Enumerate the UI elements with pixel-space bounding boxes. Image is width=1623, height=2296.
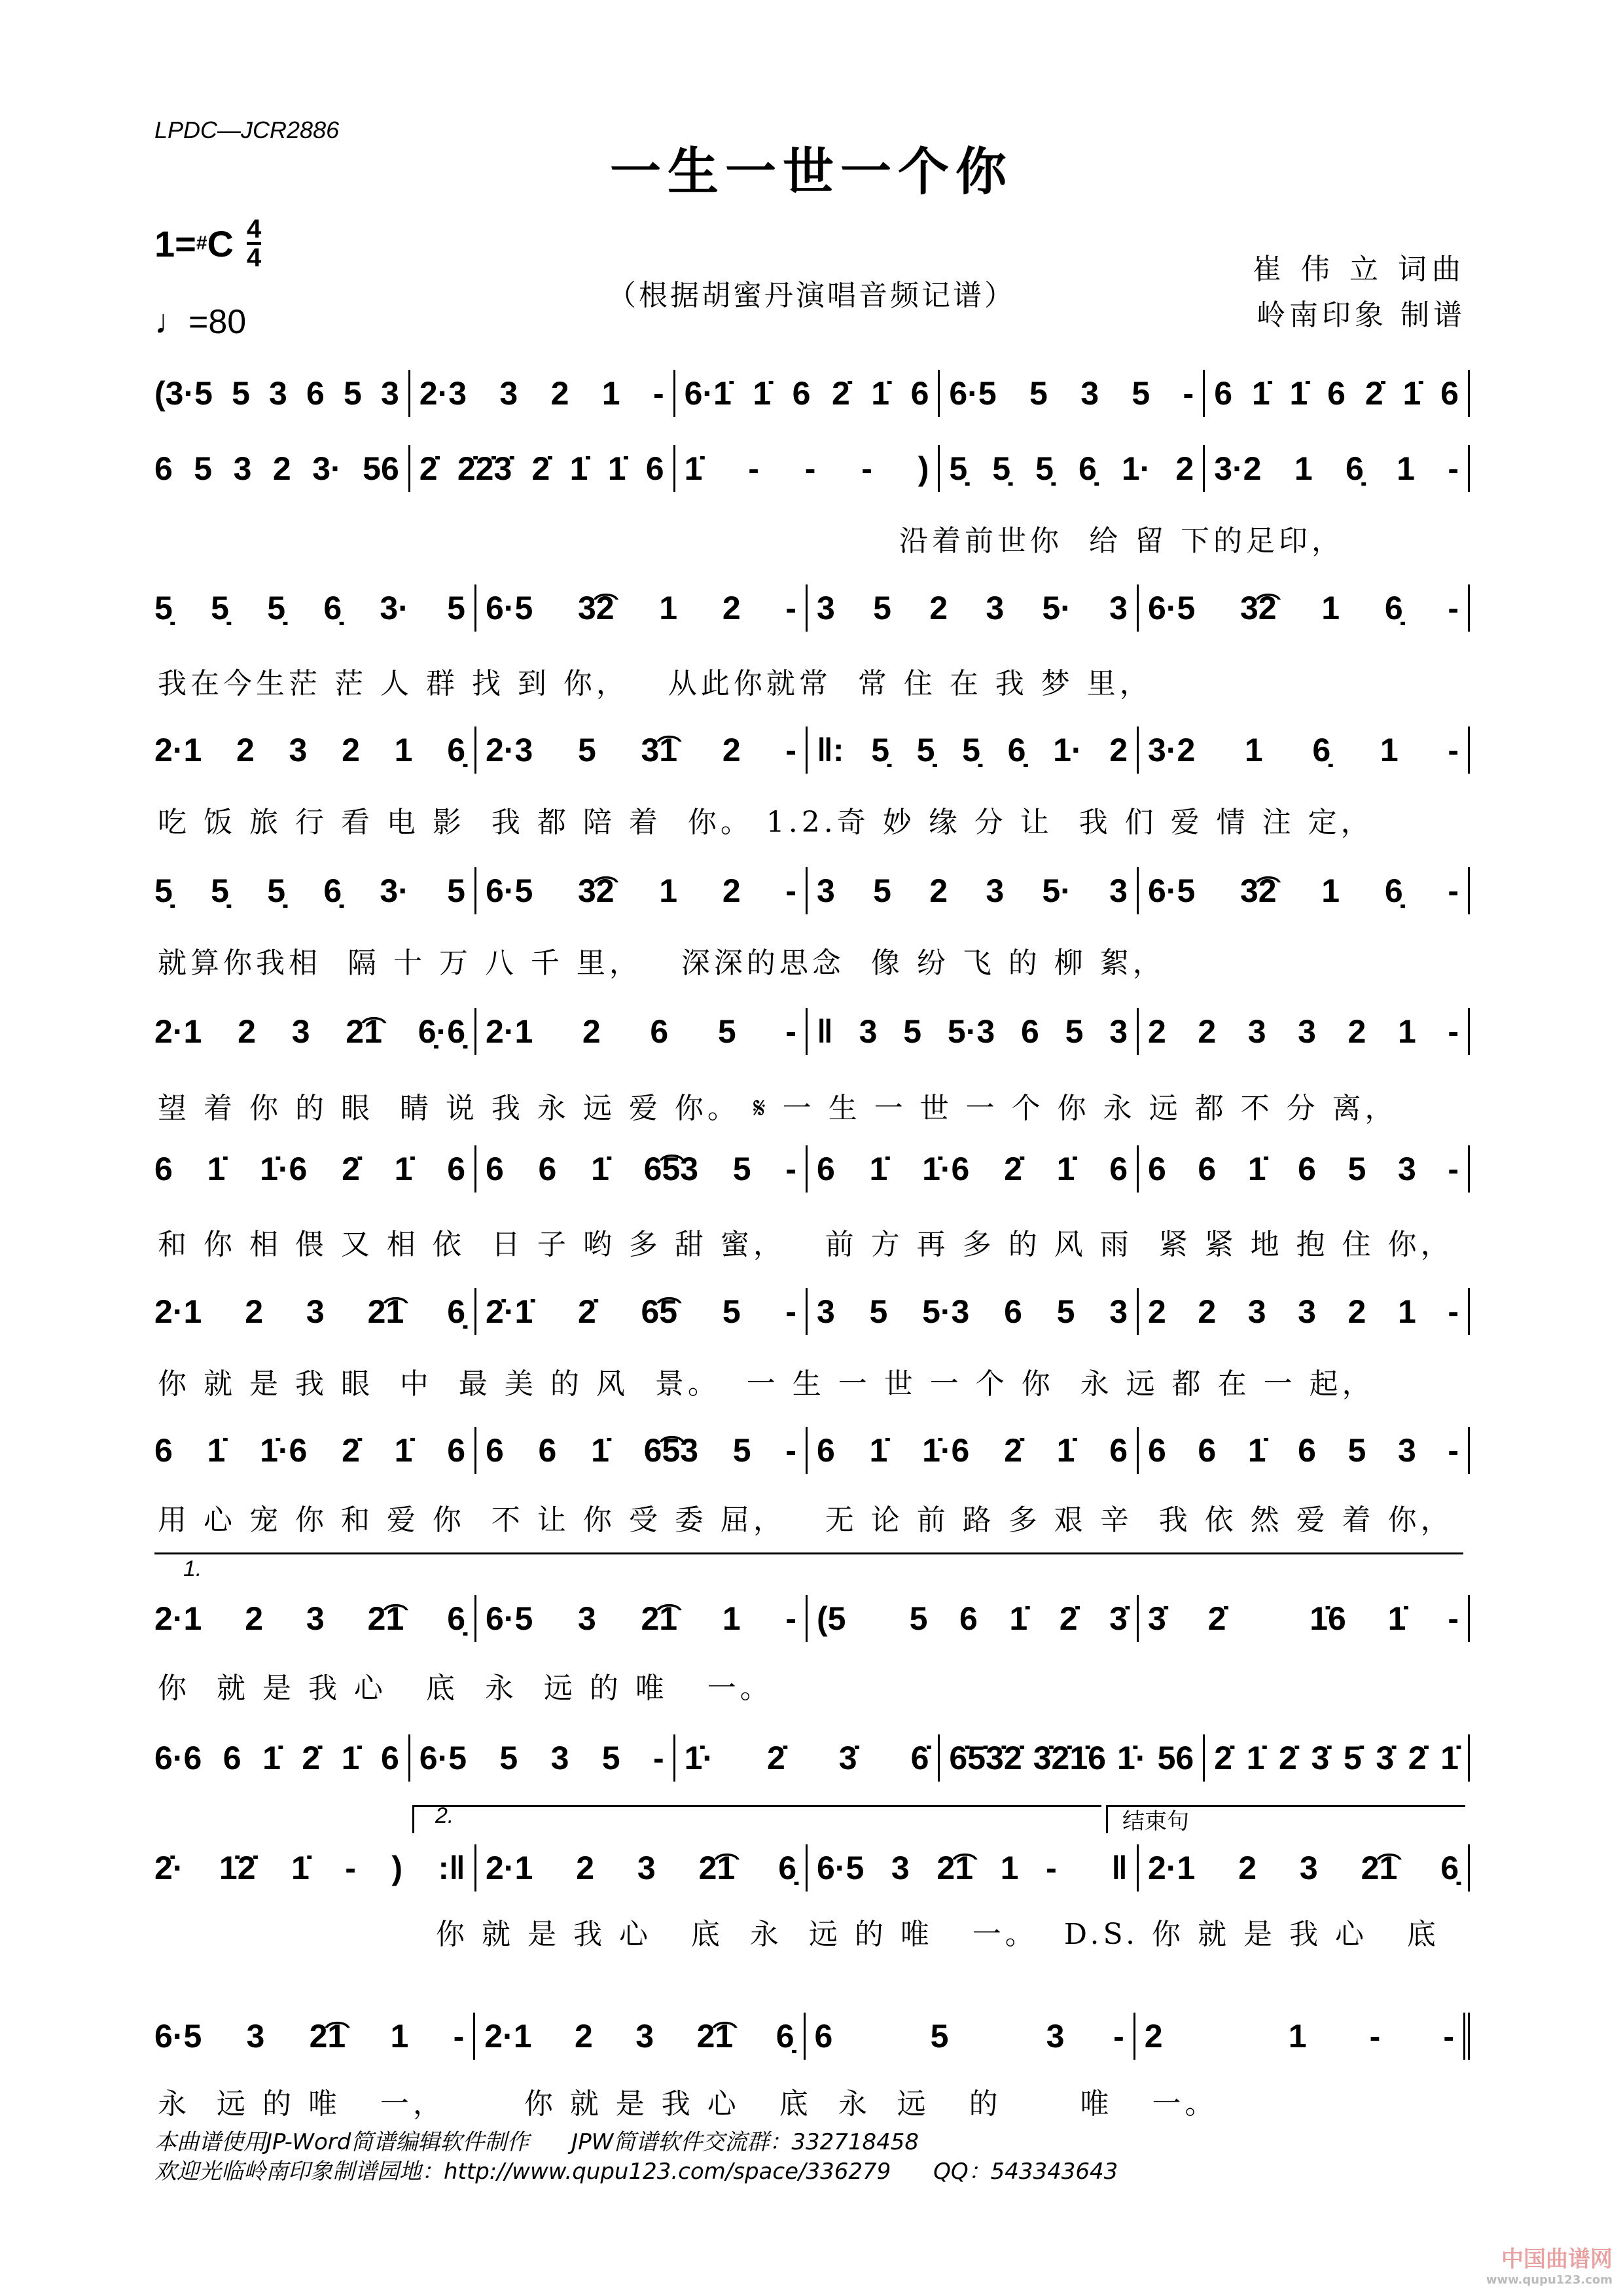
quarter-note-icon: ♩ xyxy=(154,303,188,341)
ending-label: 结束句 xyxy=(1122,1809,1189,1834)
measure: (3·5 5 3 6 5 3 xyxy=(154,375,399,412)
notation-row xyxy=(154,445,1470,492)
lyrics-line: 吃 饭 旅 行 看 电 影 我 都 陪 着 你。 1.2.奇 妙 缘 分 让 我 们 爱 情 注 定， xyxy=(158,806,1374,839)
measure: 2·1 2 3 2͡1 6̣ xyxy=(154,1293,465,1330)
measure: 3 5 2 3 5· 3 xyxy=(806,867,1137,914)
measure: 6·5 3 2͡1 1 - xyxy=(474,1595,806,1642)
measure: 2̇· 1̇2̇ 1̇ - ) :‖ xyxy=(154,1850,465,1886)
subtitle: （根据胡蜜丹演唱音频记谱） xyxy=(607,279,1016,312)
sharp-sign: # xyxy=(196,232,207,254)
measure: 6·5 5 3 5 - xyxy=(938,370,1203,417)
key-signature xyxy=(154,216,261,271)
time-signature xyxy=(247,216,261,271)
transcriber-credit: 岭南印象 制谱 xyxy=(1257,298,1466,332)
notation-row xyxy=(154,370,1470,417)
footer-line-1: 本曲谱使用JP-Word简谱编辑软件制作 JPW简谱软件交流群：332718458 xyxy=(154,2129,919,2155)
lyrics-line: 和 你 相 偎 又 相 依 日 子 哟 多 甜 蜜， 前 方 再 多 的 风 雨 紧 紧 地 抱 住 你， xyxy=(158,1228,1454,1261)
notation-row xyxy=(154,1427,1470,1474)
measure: 2·1 2 3 2͡1 6̣ xyxy=(473,2013,803,2060)
measure: 6·1̇ 1̇ 6 2̇ 1̇ 6 xyxy=(673,370,938,417)
time-bottom: 4 xyxy=(247,243,262,272)
measure: 2·1 2 3 2͡1 6̣ xyxy=(474,1844,806,1892)
measure: 6·5 3 2͡1 1 - xyxy=(154,2018,465,2054)
measure: 2·1 2 3 2͡1 6̣ xyxy=(154,1600,465,1637)
measure: 6·5 3͡2 1 6̣ - xyxy=(1137,584,1470,632)
measure: 5̣ 5̣ 5̣ 6̣ 3· 5 xyxy=(154,590,465,626)
notation-row xyxy=(154,867,1470,914)
notation-row xyxy=(154,1844,1470,1892)
lyrics-line: 就算你我相 隔 十 万 八 千 里， 深深的思念 像 纷 飞 的 柳 絮， xyxy=(158,946,1166,980)
lyrics-line: 你 就 是 我 心 底 永 远 的 唯 一。 xyxy=(158,1672,773,1705)
measure: 6 5 3 - xyxy=(804,2013,1133,2060)
measure: 6̇5̇3̇2̇ 3̇2̇1̇6 1̇· 56 xyxy=(938,1734,1203,1782)
measure: 2 2 3 3 2 1 - xyxy=(1137,1288,1470,1335)
measure: 6 6 1̇ 6 5 3 - xyxy=(1137,1427,1470,1474)
measure: 2·1 2 3 2͡1 6̣ xyxy=(1137,1844,1470,1892)
measure: 6 1̇ 1̇·6 2̇ 1̇ 6 xyxy=(806,1145,1137,1193)
measure: 6 1̇ 1̇·6 2̇ 1̇ 6 xyxy=(154,1432,465,1469)
lyrics-line: 你 就 是 我 眼 中 最 美 的 风 景。 一 生 一 世 一 个 你 永 远 都 在 一 起， xyxy=(158,1367,1375,1401)
song-title: 一生一世一个你 xyxy=(609,142,1013,202)
measure: 1̇ - - - ) xyxy=(673,445,938,492)
score-code: LPDC—JCR2886 xyxy=(154,117,340,143)
footer-line-2: 欢迎光临岭南印象制谱园地：http://www.qupu123.com/space/336279 QQ：543343643 xyxy=(154,2159,1118,2185)
measure: 2·3 5 3͡1 2 - xyxy=(474,726,806,774)
measure: 6·5 3͡2 1 6̣ - xyxy=(1137,867,1470,914)
notation-row xyxy=(154,1595,1470,1642)
watermark-url: www.qupu123.com xyxy=(1486,2273,1613,2287)
lyrics-line: 永 远 的 唯 一， 你 就 是 我 心 底 永 远 的 唯 一。 xyxy=(158,2087,1218,2121)
measure: 6·5 3͡2 1 2 - xyxy=(474,584,806,632)
measure: 6·5 3͡2 1 2 - xyxy=(474,867,806,914)
measure: 3 5 2 3 5· 3 xyxy=(806,584,1137,632)
measure: 2·1 2 3 2͡1 6̣·6̣ xyxy=(154,1013,465,1050)
notation-row xyxy=(154,1145,1470,1193)
measure: 2̇·1̇ 2̇ 6͡5 5 - xyxy=(474,1288,806,1335)
measure: 3 5 5·3 6 5 3 xyxy=(806,1288,1137,1335)
volta-1-label: 1. xyxy=(183,1556,202,1581)
measure: 3·2 1 6̣ 1 - xyxy=(1203,445,1470,492)
measure: 1̇· 2̇ 3̇ 6̇ xyxy=(673,1734,938,1782)
notation-row xyxy=(154,2013,1470,2060)
measure: 3̇ 2̇ 1̇6 1̇ - xyxy=(1137,1595,1470,1642)
measure: 6 1̇ 1̇·6 2̇ 1̇ 6 xyxy=(154,1151,465,1187)
measure: 6 1̇ 1̇·6 2̇ 1̇ 6 xyxy=(806,1427,1137,1474)
lyrics-line: 我在今生茫 茫 人 群 找 到 你， 从此你就常 常 住 在 我 梦 里， xyxy=(158,667,1152,700)
measure: ‖: 5̣ 5̣ 5̣ 6̣ 1· 2 xyxy=(806,726,1137,774)
lyrics-line: 你 就 是 我 心 底 永 远 的 唯 一。 D.S. 你 就 是 我 心 底 xyxy=(436,1918,1440,1951)
key-note: C xyxy=(207,223,234,264)
measure: 6 6 1̇ 6͡53 5 - xyxy=(474,1145,806,1193)
measure: 5̣ 5̣ 5̣ 6̣ 3· 5 xyxy=(154,872,465,909)
composer-credit: 崔 伟 立 词曲 xyxy=(1253,253,1466,286)
measure: 2·1 2 3 2 1 6̣ xyxy=(154,732,465,768)
measure: 6 6 1̇ 6 5 3 - xyxy=(1137,1145,1470,1193)
watermark-name: 中国曲谱网 xyxy=(1501,2246,1613,2272)
lyrics-line: 沿着前世你 给 留 下的足印， xyxy=(899,524,1344,558)
measure: 6·6 6 1̇ 2̇ 1̇ 6 xyxy=(154,1740,399,1776)
watermark-logo xyxy=(1486,2241,1613,2287)
lyrics-line: 望 着 你 的 眼 睛 说 我 永 远 爱 你。 𝄋 一 生 一 世 一 个 你 永 远 都 不 分 离， xyxy=(158,1092,1398,1125)
notation-row xyxy=(154,1288,1470,1335)
measure: 2̇ 2̇2̇3̇ 2̇ 1̇ 1̇ 6 xyxy=(408,445,673,492)
notation-row xyxy=(154,584,1470,632)
notation-row xyxy=(154,1734,1470,1782)
measure: (5 5 6 1̇ 2̇ 3̇ xyxy=(806,1595,1137,1642)
measure: 2̇ 1̇ 2̇ 3̇ 5̇ 3̇ 2̇ 1̇ xyxy=(1203,1734,1470,1782)
volta-line-2 xyxy=(412,1805,1101,1833)
measure: 2 2 3 3 2 1 - xyxy=(1137,1008,1470,1055)
measure: 6·5 3 2͡1 1 - ‖ xyxy=(806,1844,1137,1892)
notation-row xyxy=(154,1008,1470,1055)
measure: 2 1 - - xyxy=(1133,2013,1470,2060)
measure: 2·3 3 2 1 - xyxy=(408,370,673,417)
notation-row xyxy=(154,726,1470,774)
volta-2-label: 2. xyxy=(435,1803,454,1828)
lyrics-line: 用 心 宠 你 和 爱 你 不 让 你 受 委 屈， 无 论 前 路 多 艰 辛 我 依 然 爱 着 你， xyxy=(158,1503,1454,1537)
time-top: 4 xyxy=(247,215,262,243)
measure: 5̣ 5̣ 5̣ 6̣ 1· 2 xyxy=(938,445,1203,492)
tempo-value: =80 xyxy=(188,303,247,341)
measure: ‖ 3 5 5·3 6 5 3 xyxy=(806,1008,1137,1055)
measure: 6 5 3 2 3· 56 xyxy=(154,450,399,487)
volta-line-1 xyxy=(154,1552,1463,1554)
measure: 6 6 1̇ 6͡53 5 - xyxy=(474,1427,806,1474)
measure: 3·2 1 6̣ 1 - xyxy=(1137,726,1470,774)
key-prefix: 1= xyxy=(154,223,196,264)
measure: 6 1̇ 1̇ 6 2̇ 1̇ 6 xyxy=(1203,370,1470,417)
measure: 6·5 5 3 5 - xyxy=(408,1734,673,1782)
measure: 2·1 2 6 5 - xyxy=(474,1008,806,1055)
